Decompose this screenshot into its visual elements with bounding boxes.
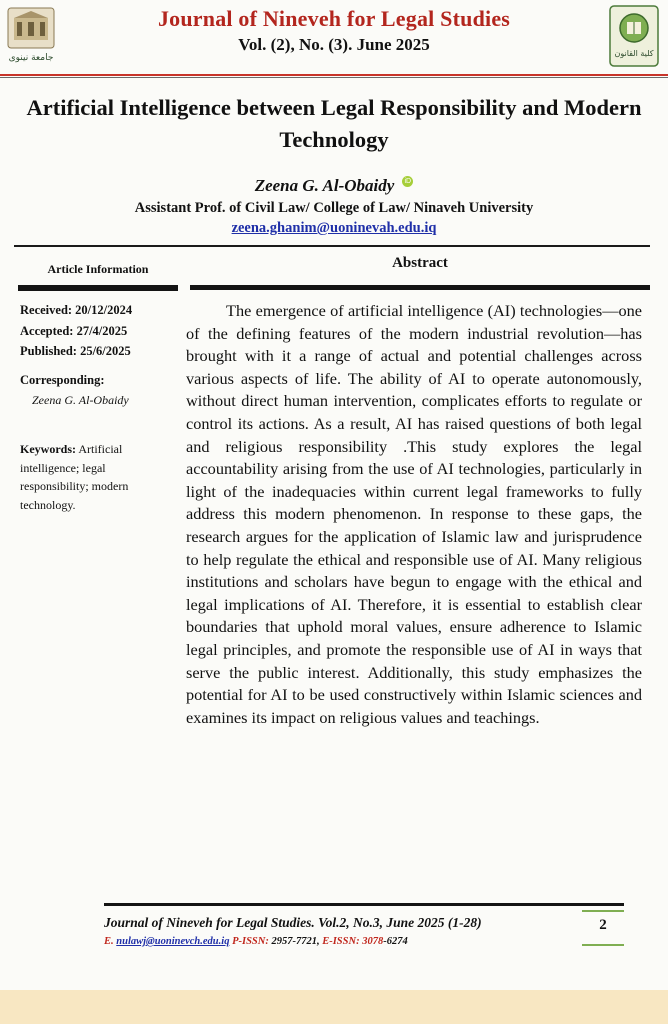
- header-rule: [0, 74, 668, 76]
- footer-rule: [104, 903, 624, 906]
- page-number-rule-top: [582, 910, 624, 912]
- background-band: [0, 990, 668, 1024]
- journal-title: Journal of Nineveh for Legal Studies: [157, 6, 511, 31]
- author-line: [0, 176, 668, 196]
- footer-issn-line: [104, 936, 408, 947]
- svg-text:جامعة نينوى: جامعة نينوى: [8, 53, 54, 63]
- section-divider: [14, 245, 650, 247]
- keywords-label: Keywords:: [20, 442, 76, 456]
- header-rule-secondary: [0, 77, 668, 78]
- article-title: Artificial Intelligence between Legal Responsibility and Modern Technology: [26, 95, 642, 152]
- page-number-rule-bottom: [582, 944, 624, 946]
- eissn-label: E-ISSN:: [322, 936, 360, 947]
- eissn-value-a: 3078: [362, 936, 384, 947]
- volume-line: Vol. (2), No. (3). June 2025: [238, 35, 430, 54]
- published-date: Published: 25/6/2025: [20, 344, 131, 358]
- keywords-text: Artificial intelligence; legal responsibility; modern technology.: [20, 442, 129, 512]
- abstract-heading: Abstract: [392, 255, 448, 271]
- accepted-date: Accepted: 27/4/2025: [20, 323, 128, 338]
- article-dates: [20, 300, 185, 362]
- corresponding-author: Zeena G. Al-Obaidy: [32, 393, 129, 407]
- orcid-icon[interactable]: iD: [402, 176, 413, 187]
- footer-email-link[interactable]: nulawj@uoninevch.edu.iq: [116, 936, 230, 947]
- eissn-value-b: -6274: [383, 936, 408, 947]
- footer-email-label: E.: [104, 936, 114, 947]
- page-number: 2: [599, 917, 607, 933]
- info-heading-bar: [18, 285, 178, 291]
- corresponding-label: Corresponding:: [20, 373, 105, 387]
- pissn-value: 2957-7721,: [271, 936, 320, 947]
- author-affiliation: Assistant Prof. of Civil Law/ College of Law/ Ninaveh University: [134, 200, 534, 216]
- author-name: Zeena G. Al-Obaidy: [254, 176, 395, 195]
- footer-citation: Journal of Nineveh for Legal Studies. Vol.2, No.3, June 2025 (1-28): [104, 915, 482, 930]
- college-logo: [608, 4, 660, 68]
- abstract-text: The emergence of artificial intelligence (AI) technologies—one of the defining features of the modern industrial revolution—has brought with it a range of actual and potential challenges across various aspects of life. The ability of AI to operate autonomously, without direct human intervention, complicates efforts to regulate or control its actions. As a result, AI has raised questions of both legal and religious responsibility .This study explores the legal accountability arising from the use of AI technologies, particularly in light of the inadequacies within current legal frameworks to fully address this modern phenomenon. In response to these gaps, the research argues for the application of Islamic law and jurisprudence to help regulate the ethical and responsible use of AI. Many religious institutions and scholars have begun to engage with the ethical and legal implications of AI. Therefore, it is essential to establish clear boundaries that uphold moral values, ensure adherence to Islamic legal principles, and promote the responsible use of AI in ways that serve the public interest. Additionally, this study emphasizes the potential for AI to be used constructively within Islamic sciences and examines its impact on religious values and teachings.: [186, 301, 642, 727]
- pissn-label: P-ISSN:: [232, 936, 269, 947]
- abstract-heading-bar: [190, 285, 650, 290]
- author-email-link[interactable]: zeena.ghanim@uoninevah.edu.iq: [231, 220, 437, 236]
- received-date: Received: 20/12/2024: [20, 303, 133, 317]
- article-info-heading: Article Information: [47, 262, 149, 276]
- keywords: [20, 440, 168, 514]
- svg-text:كلية القانون: كلية القانون: [614, 49, 654, 58]
